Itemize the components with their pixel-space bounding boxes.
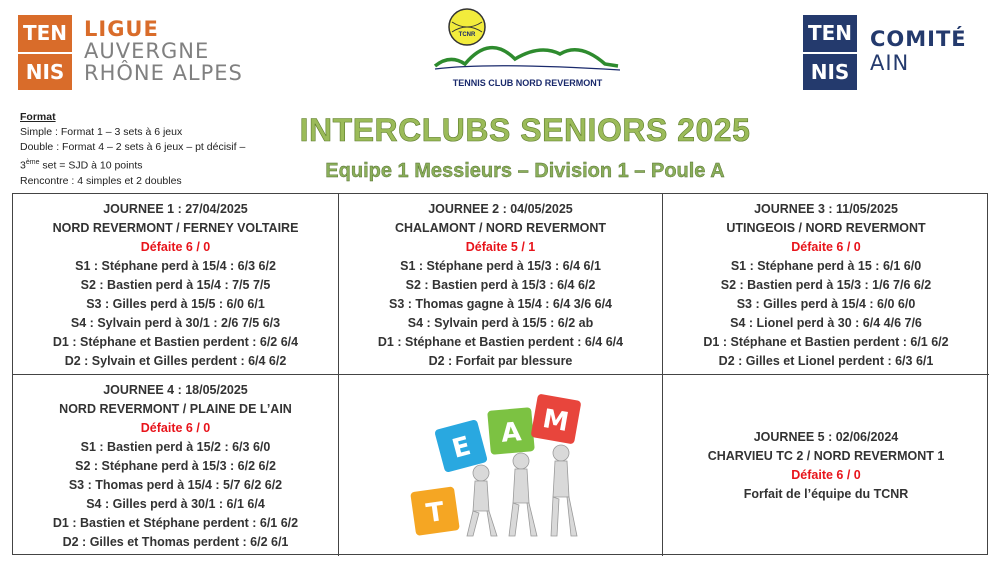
journee-card <box>13 194 339 375</box>
badge-line-2: NIS <box>803 52 857 91</box>
journee-result: Défaite 6 / 0 <box>140 421 211 435</box>
results-grid <box>12 193 988 555</box>
format-notes <box>20 110 245 189</box>
match-line: S2 : Bastien perd à 15/3 : 1/6 7/6 6/2 <box>720 278 932 292</box>
third-suffix: set = SJD à 10 points <box>39 159 143 172</box>
ligue-name <box>84 18 243 84</box>
ligue-tennis-badge <box>18 15 72 90</box>
match-line: D2 : Gilles et Thomas perdent : 6/2 6/1 <box>62 535 289 549</box>
journee-match: NORD REVERMONT / FERNEY VOLTAIRE <box>52 221 299 235</box>
journee-match: UTINGEOIS / NORD REVERMONT <box>726 221 926 235</box>
format-simple: Simple : Format 1 – 3 sets à 6 jeux <box>20 126 183 138</box>
team-letter: M <box>539 403 571 438</box>
match-line: D1 : Stéphane et Bastien perdent : 6/1 6/2 <box>703 335 949 349</box>
badge-line-1: TEN <box>807 21 853 46</box>
match-line: Forfait de l’équipe du TCNR <box>743 486 909 501</box>
journee-header: JOURNEE 2 : 04/05/2025 <box>428 202 573 216</box>
match-line: S3 : Gilles perd à 15/5 : 6/0 6/1 <box>86 297 265 311</box>
match-line: S2 : Bastien perd à 15/4 : 7/5 7/5 <box>80 278 271 292</box>
match-line: S2 : Bastien perd à 15/3 : 6/4 6/2 <box>405 278 596 292</box>
format-title: Format <box>20 111 56 123</box>
format-double: Double : Format 4 – 2 sets à 6 jeux – pt décisif – <box>20 141 246 153</box>
match-line: S1 : Stéphane perd à 15/4 : 6/3 6/2 <box>75 259 276 273</box>
journee-result: Défaite 6 / 0 <box>791 240 861 254</box>
ligue-line-3: RHÔNE ALPES <box>84 61 243 85</box>
match-line: S2 : Stéphane perd à 15/3 : 6/2 6/2 <box>75 459 276 473</box>
match-line: S1 : Stéphane perd à 15 : 6/1 6/0 <box>730 259 922 273</box>
journee-match: CHARVIEU TC 2 / NORD REVERMONT 1 <box>707 448 945 463</box>
match-line: D2 : Forfait par blessure <box>428 354 573 368</box>
match-line: D1 : Stéphane et Bastien perdent : 6/2 6/4 <box>52 335 299 349</box>
match-line: S1 : Bastien perd à 15/2 : 6/3 6/0 <box>80 440 271 454</box>
team-letter: T <box>423 496 446 529</box>
third-sup: ème <box>25 159 40 166</box>
comite-line-1: COMITÉ <box>870 27 967 51</box>
match-line: S4 : Lionel perd à 30 : 6/4 4/6 7/6 <box>730 316 922 330</box>
journee-header: JOURNEE 3 : 11/05/2025 <box>754 202 898 216</box>
badge-line-1: TEN <box>22 21 68 46</box>
journee-card <box>663 194 989 375</box>
match-line: S4 : Sylvain perd à 30/1 : 2/6 7/5 6/3 <box>70 316 281 330</box>
journee-result: Défaite 5 / 1 <box>465 240 536 254</box>
match-line: S4 : Sylvain perd à 15/5 : 6/2 ab <box>407 316 594 330</box>
match-line: D1 : Stéphane et Bastien perdent : 6/4 6/4 <box>377 335 624 349</box>
ligue-line-2: AUVERGNE <box>84 39 210 63</box>
team-letter: E <box>448 430 474 465</box>
journee-header: JOURNEE 1 : 27/04/2025 <box>103 202 248 216</box>
journee-match: NORD REVERMONT / PLAINE DE L’AIN <box>59 402 292 416</box>
journee-card <box>663 375 989 556</box>
format-rencontre: Rencontre : 4 simples et 2 doubles <box>20 174 182 187</box>
journee-header: JOURNEE 5 : 02/06/2024 <box>753 429 899 444</box>
badge-line-2: NIS <box>18 52 72 91</box>
comite-line-2: AIN <box>870 51 910 75</box>
page-title: INTERCLUBS SENIORS 2025 <box>299 112 751 148</box>
match-line: D1 : Bastien et Stéphane perdent : 6/1 6/2 <box>52 516 299 530</box>
match-line: S3 : Thomas perd à 15/4 : 5/7 6/2 6/2 <box>68 478 283 492</box>
third-prefix: 3 <box>20 159 26 172</box>
match-line: S1 : Stéphane perd à 15/3 : 6/4 6/1 <box>400 259 601 273</box>
journee-card <box>339 194 663 375</box>
match-line: D2 : Sylvain et Gilles perdent : 6/4 6/2 <box>64 354 287 368</box>
team-letter: A <box>499 416 523 449</box>
ligue-line-1: LIGUE <box>84 17 159 41</box>
journee-result: Défaite 6 / 0 <box>791 467 861 482</box>
journee-result: Défaite 6 / 0 <box>140 240 211 254</box>
comite-name <box>870 27 967 75</box>
journee-card <box>13 375 339 556</box>
team-graphic-cell <box>339 375 663 556</box>
match-line: S3 : Gilles perd à 15/4 : 6/0 6/0 <box>736 297 916 311</box>
page-subtitle: Equipe 1 Messieurs – Division 1 – Poule A <box>325 160 725 182</box>
comite-tennis-badge <box>803 15 857 90</box>
club-name: TENNIS CLUB NORD REVERMONT <box>452 78 603 88</box>
format-third-set <box>20 155 245 174</box>
team-illustration <box>401 391 601 541</box>
journee-match: CHALAMONT / NORD REVERMONT <box>394 221 607 235</box>
club-emblem-text: TCNR <box>458 32 476 38</box>
journee-header: JOURNEE 4 : 18/05/2025 <box>103 383 248 397</box>
match-line: S4 : Gilles perd à 30/1 : 6/1 6/4 <box>86 497 265 511</box>
match-line: D2 : Gilles et Lionel perdent : 6/3 6/1 <box>718 354 934 368</box>
match-line: S3 : Thomas gagne à 15/4 : 6/4 3/6 6/4 <box>388 297 613 311</box>
